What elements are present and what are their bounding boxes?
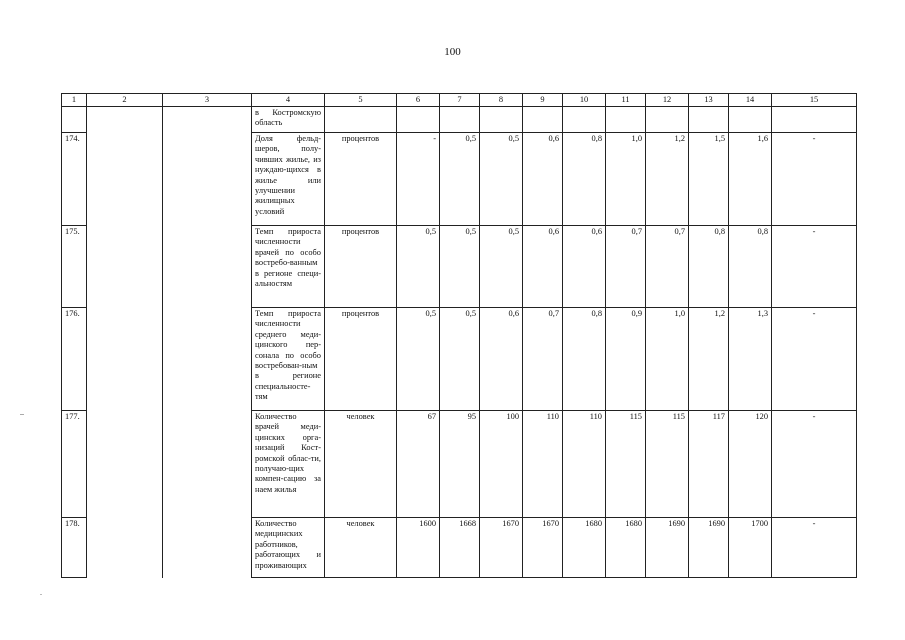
table-body [62,94,857,578]
table-cell [689,107,729,133]
value-cell: - [772,308,857,411]
value-cell: 1690 [689,518,729,578]
value-cell: 0,5 [440,308,480,411]
value-cell: 1680 [606,518,646,578]
value-cell: 1670 [523,518,563,578]
value-cell: 0,8 [729,226,772,308]
value-cell: 110 [563,411,606,518]
value-cell: 1,6 [729,133,772,226]
value-cell: 115 [606,411,646,518]
header-cell: 14 [729,94,772,107]
header-cell: 7 [440,94,480,107]
table-cell [163,107,252,133]
table-cell [325,107,397,133]
value-cell: 1680 [563,518,606,578]
header-cell: 2 [87,94,163,107]
value-cell: 1,0 [646,308,689,411]
row-number-cell: 176. [62,308,87,411]
table-cell [87,226,163,308]
table-cell [163,518,252,578]
value-cell: 0,7 [523,308,563,411]
value-cell: 110 [523,411,563,518]
header-cell: 15 [772,94,857,107]
table-row [62,308,857,411]
page-number: 100 [444,46,461,58]
header-cell: 12 [646,94,689,107]
unit-cell: процентов [325,308,397,411]
value-cell: 1690 [646,518,689,578]
value-cell: 0,5 [397,308,440,411]
value-cell: 0,7 [606,226,646,308]
table-cell [87,518,163,578]
header-cell: 3 [163,94,252,107]
value-cell: 1,3 [729,308,772,411]
value-cell: 0,6 [563,226,606,308]
table-cell [62,107,87,133]
value-cell: 1,5 [689,133,729,226]
value-cell: 100 [480,411,523,518]
value-cell: 0,9 [606,308,646,411]
value-cell: 0,7 [646,226,689,308]
value-cell: 1668 [440,518,480,578]
header-cell: 5 [325,94,397,107]
table-cell [729,107,772,133]
value-cell: 0,5 [480,133,523,226]
value-cell: 0,5 [480,226,523,308]
unit-cell: человек [325,518,397,578]
table-cell [163,308,252,411]
header-cell: 4 [252,94,325,107]
table-cell [163,133,252,226]
table-cell [87,411,163,518]
table-cell [163,226,252,308]
value-cell: - [772,133,857,226]
value-cell: 0,6 [523,133,563,226]
indicator-cell: Доля фельд-шеров, полу-чивших жилье, из нуждаю-щихся в жилье или улучшении жилищных условий [252,133,325,226]
unit-cell: человек [325,411,397,518]
header-cell: 9 [523,94,563,107]
value-cell: 1700 [729,518,772,578]
header-cell: 13 [689,94,729,107]
value-cell: - [772,518,857,578]
table-cell [163,411,252,518]
indicator-cell: Темп прироста численности врачей по особо востребо-ванным в регионе специ-альностям [252,226,325,308]
table-cell [397,107,440,133]
value-cell: 0,8 [689,226,729,308]
indicator-cell: Темп прироста численности среднего меди-цинского пер-сонала по особо востребован-ным в регионе специальносте-тям [252,308,325,411]
table-cell [87,133,163,226]
indicator-cell: Количество медицинских работников, работающих и проживающих [252,518,325,578]
row-number-cell: 174. [62,133,87,226]
value-cell: 120 [729,411,772,518]
header-cell: 6 [397,94,440,107]
indicator-table [61,93,857,578]
header-cell: 8 [480,94,523,107]
table-cell [87,308,163,411]
value-cell: 1670 [480,518,523,578]
value-cell: - [772,411,857,518]
value-cell: 117 [689,411,729,518]
table-cell [646,107,689,133]
value-cell: 0,5 [397,226,440,308]
table-cell [606,107,646,133]
indicator-cell: в Костромскую область [252,107,325,133]
value-cell: 0,8 [563,308,606,411]
table-row [62,133,857,226]
header-cell: 10 [563,94,606,107]
value-cell: 1,2 [689,308,729,411]
table-row [62,226,857,308]
table-cell [480,107,523,133]
table-cell [772,107,857,133]
row-number-cell: 177. [62,411,87,518]
value-cell: 0,6 [523,226,563,308]
table-cell [87,107,163,133]
scan-speck [20,414,24,415]
value-cell: 0,5 [440,226,480,308]
value-cell: 1,0 [606,133,646,226]
continuation-row [62,107,857,133]
unit-cell: процентов [325,133,397,226]
scan-speck [40,594,42,595]
table-row [62,518,857,578]
value-cell: 95 [440,411,480,518]
value-cell: 67 [397,411,440,518]
row-number-cell: 175. [62,226,87,308]
value-cell: 0,8 [563,133,606,226]
table-cell [563,107,606,133]
table-cell [523,107,563,133]
value-cell: - [772,226,857,308]
header-cell: 1 [62,94,87,107]
value-cell: 115 [646,411,689,518]
value-cell: 1600 [397,518,440,578]
value-cell: - [397,133,440,226]
table-cell [440,107,480,133]
unit-cell: процентов [325,226,397,308]
value-cell: 0,5 [440,133,480,226]
row-number-cell: 178. [62,518,87,578]
value-cell: 0,6 [480,308,523,411]
header-cell: 11 [606,94,646,107]
header-row [62,94,857,107]
table-row [62,411,857,518]
indicator-cell: Количество врачей меди-цинских орга-низаций Кост-ромской облас-ти, получаю-щих компен-сацию за наем жилья [252,411,325,518]
value-cell: 1,2 [646,133,689,226]
